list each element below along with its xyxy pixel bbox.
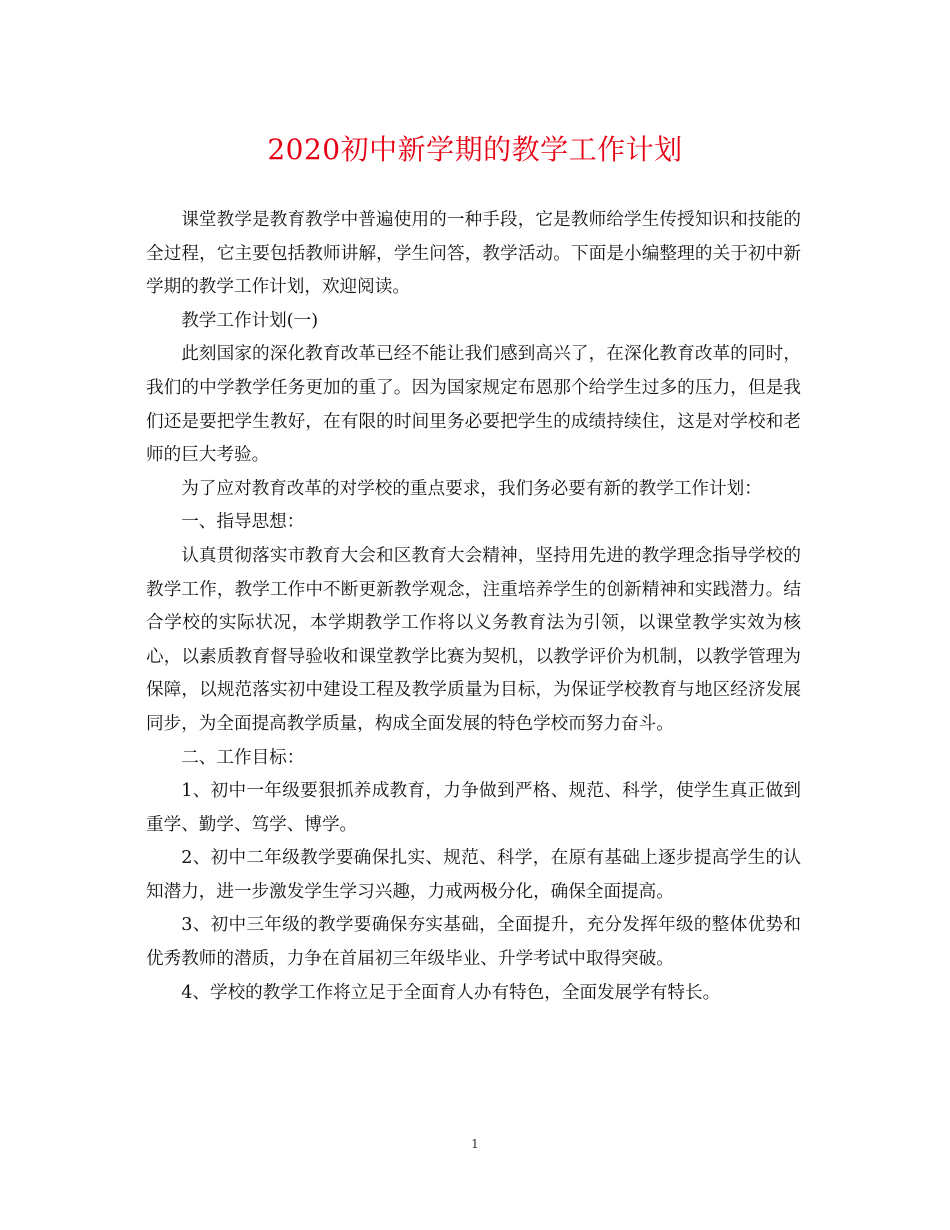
paragraph-guiding-ideology: 认真贯彻落实市教育大会和区教育大会精神，坚持用先进的教学理念指导学校的教学工作，教学工作中不断更新教学观念，注重培养学生的创新精神和实践潜力。结合学校的实际状况，本学期教学工作将以义务教育法为引领，以课堂教学实效为核心，以素质教育督导验收和课堂教学比赛为契机，以教学评价为机制，以教学管理为保障，以规范落实初中建设工程及教学质量为目标，为保证学校教育与地区经济发展同步，为全面提高教学质量，构成全面发展的特色学校而努力奋斗。 [146,545,801,734]
document-title: 2020初中新学期的教学工作计划 [267,133,683,166]
paragraph-goal-1: 1、初中一年级要狠抓养成教育，力争做到严格、规范、科学，使学生真正做到重学、勤学、笃学、博学。 [146,781,801,835]
paragraph-intro: 课堂教学是教育教学中普遍使用的一种手段，它是教师给学生传授知识和技能的全过程，它主要包括教师讲解，学生问答，教学活动。下面是小编整理的关于初中新学期的教学工作计划，欢迎阅读。 [146,210,801,298]
document-body [146,204,801,1010]
paragraph-goal-4: 4、学校的教学工作将立足于全面育人办有特色，全面发展学有特长。 [181,982,721,1003]
paragraph-requirement: 为了应对教育改革的对学校的重点要求，我们务必要有新的教学工作计划： [181,478,762,499]
paragraph-goal-3: 3、初中三年级的教学要确保夯实基础，全面提升，充分发挥年级的整体优势和优秀教师的潜质，力争在首届初三年级毕业、升学考试中取得突破。 [146,915,801,970]
paragraph-background: 此刻国家的深化教育改革已经不能让我们感到高兴了，在深化教育改革的同时，我们的中学教学任务更加的重了。因为国家规定布恩那个给学生过多的压力，但是我们还是要把学生教好，在有限的时间里务必要把学生的成绩持续住，这是对学校和老师的巨大考验。 [146,344,801,466]
paragraph-section-heading: 教学工作计划(一) [181,310,319,331]
paragraph-goal-2: 2、初中二年级教学要确保扎实、规范、科学，在原有基础上逐步提高学生的认知潜力，进一步激发学生学习兴趣，力戒两极分化，确保全面提高。 [146,848,801,902]
heading-work-goals: 二、工作目标： [181,747,305,768]
heading-guiding-ideology: 一、指导思想： [181,512,305,533]
page-number: 1 [471,1137,479,1151]
